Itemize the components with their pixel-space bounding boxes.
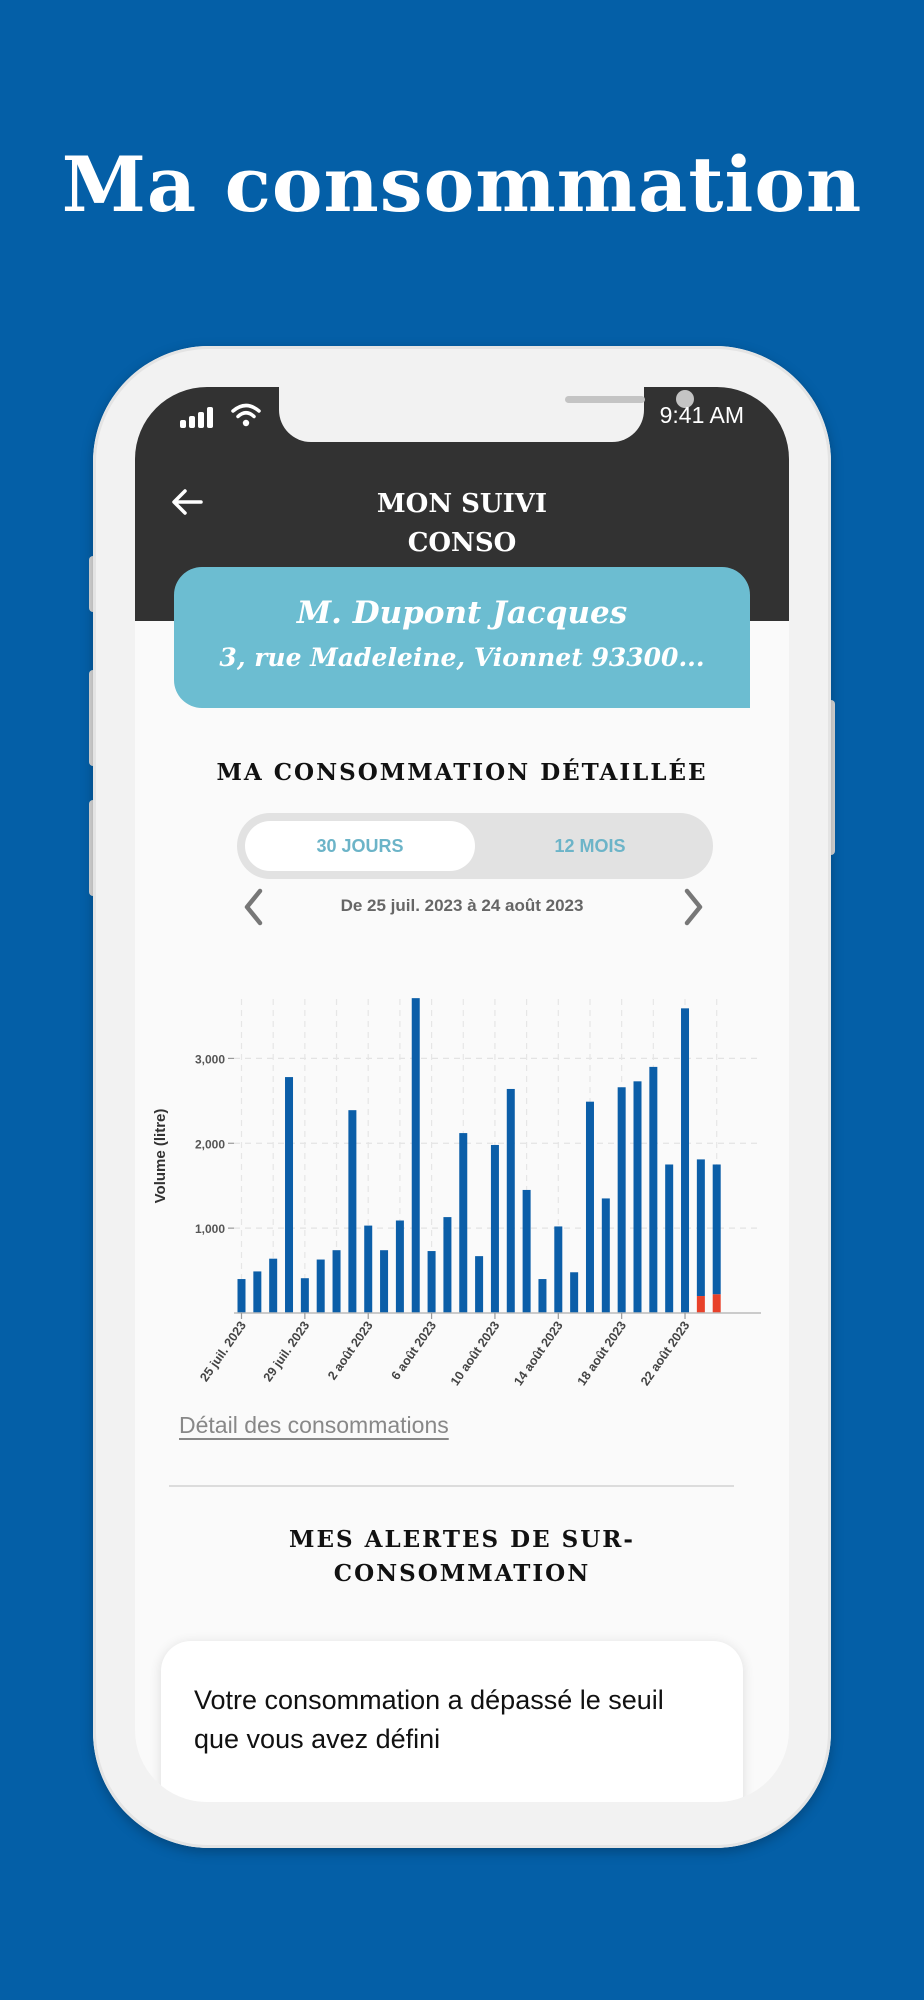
account-address: 3, rue Madeleine, Vionnet 93300... [219,643,705,672]
x-tick-label: 10 août 2023 [447,1318,503,1389]
consumption-title: MA CONSOMMATION DÉTAILLÉE [216,759,708,786]
detail-consumption-link[interactable]: Détail des consommations [179,1412,449,1438]
speaker-grille [565,396,645,403]
page-title: MON SUIVI CONSO [376,489,548,558]
bar [412,998,420,1313]
bar [317,1260,325,1313]
y-tick-label: 1,000 [194,1222,225,1237]
alerts-title: MES ALERTES DE SUR- CONSOMMATION [289,1526,635,1587]
bar [697,1159,705,1296]
period-toggle [237,813,713,879]
bar [285,1077,293,1313]
bar [586,1102,594,1313]
alert-card[interactable] [161,1641,743,1802]
account-name: M. Dupont Jacques [296,595,628,631]
period-navigation [135,887,789,927]
bar [459,1133,467,1313]
bar [333,1250,341,1313]
overage-bar [713,1294,721,1313]
x-tick-label: 18 août 2023 [574,1318,630,1389]
bar [681,1008,689,1313]
hero-title: Ma consommation [61,140,863,229]
bar [554,1226,562,1313]
bar [253,1271,261,1313]
bar [713,1164,721,1294]
x-tick-label: 6 août 2023 [388,1318,440,1383]
bar [602,1198,610,1313]
x-tick-label: 22 août 2023 [637,1318,693,1389]
x-tick-label: 29 juil. 2023 [260,1318,313,1385]
bar [570,1272,578,1313]
y-tick-label: 2,000 [194,1137,225,1152]
y-tick-label: 3,000 [194,1052,225,1067]
period-label: De 25 juil. 2023 à 24 août 2023 [340,896,584,915]
consumption-chart [145,987,779,1397]
signal-icon [180,407,213,428]
tab-30-days[interactable]: 30 JOURS [245,821,475,871]
x-tick-label: 2 août 2023 [325,1318,376,1383]
bar [618,1087,626,1313]
bar [364,1226,372,1313]
bar [491,1145,499,1313]
bar [665,1164,673,1313]
chevron-right-icon[interactable] [682,887,706,927]
status-time: 9:41 AM [659,402,744,428]
phone-screen [135,387,789,1802]
overage-bar [697,1296,705,1313]
bar [523,1190,531,1313]
bar [538,1279,546,1313]
y-axis-label: Volume (litre) [152,1108,169,1204]
bar [428,1251,436,1313]
section-divider [169,1485,734,1487]
bar [238,1279,246,1313]
tab-12-months[interactable]: 12 MOIS [554,835,626,856]
wifi-icon [231,402,261,428]
bar [380,1250,388,1313]
bar [475,1256,483,1313]
bar [396,1220,404,1313]
account-card[interactable] [174,567,750,708]
bar [301,1278,309,1313]
bar [634,1081,642,1313]
bar [269,1259,277,1313]
bar [443,1217,451,1313]
x-tick-label: 14 août 2023 [511,1318,566,1389]
phone-notch [279,387,644,442]
bar [507,1089,515,1313]
alert-message: Votre consommation a dépassé le seuil que vous avez défini [194,1685,664,1754]
bar [348,1110,356,1313]
x-tick-label: 25 juil. 2023 [197,1318,249,1385]
bar [649,1067,657,1313]
